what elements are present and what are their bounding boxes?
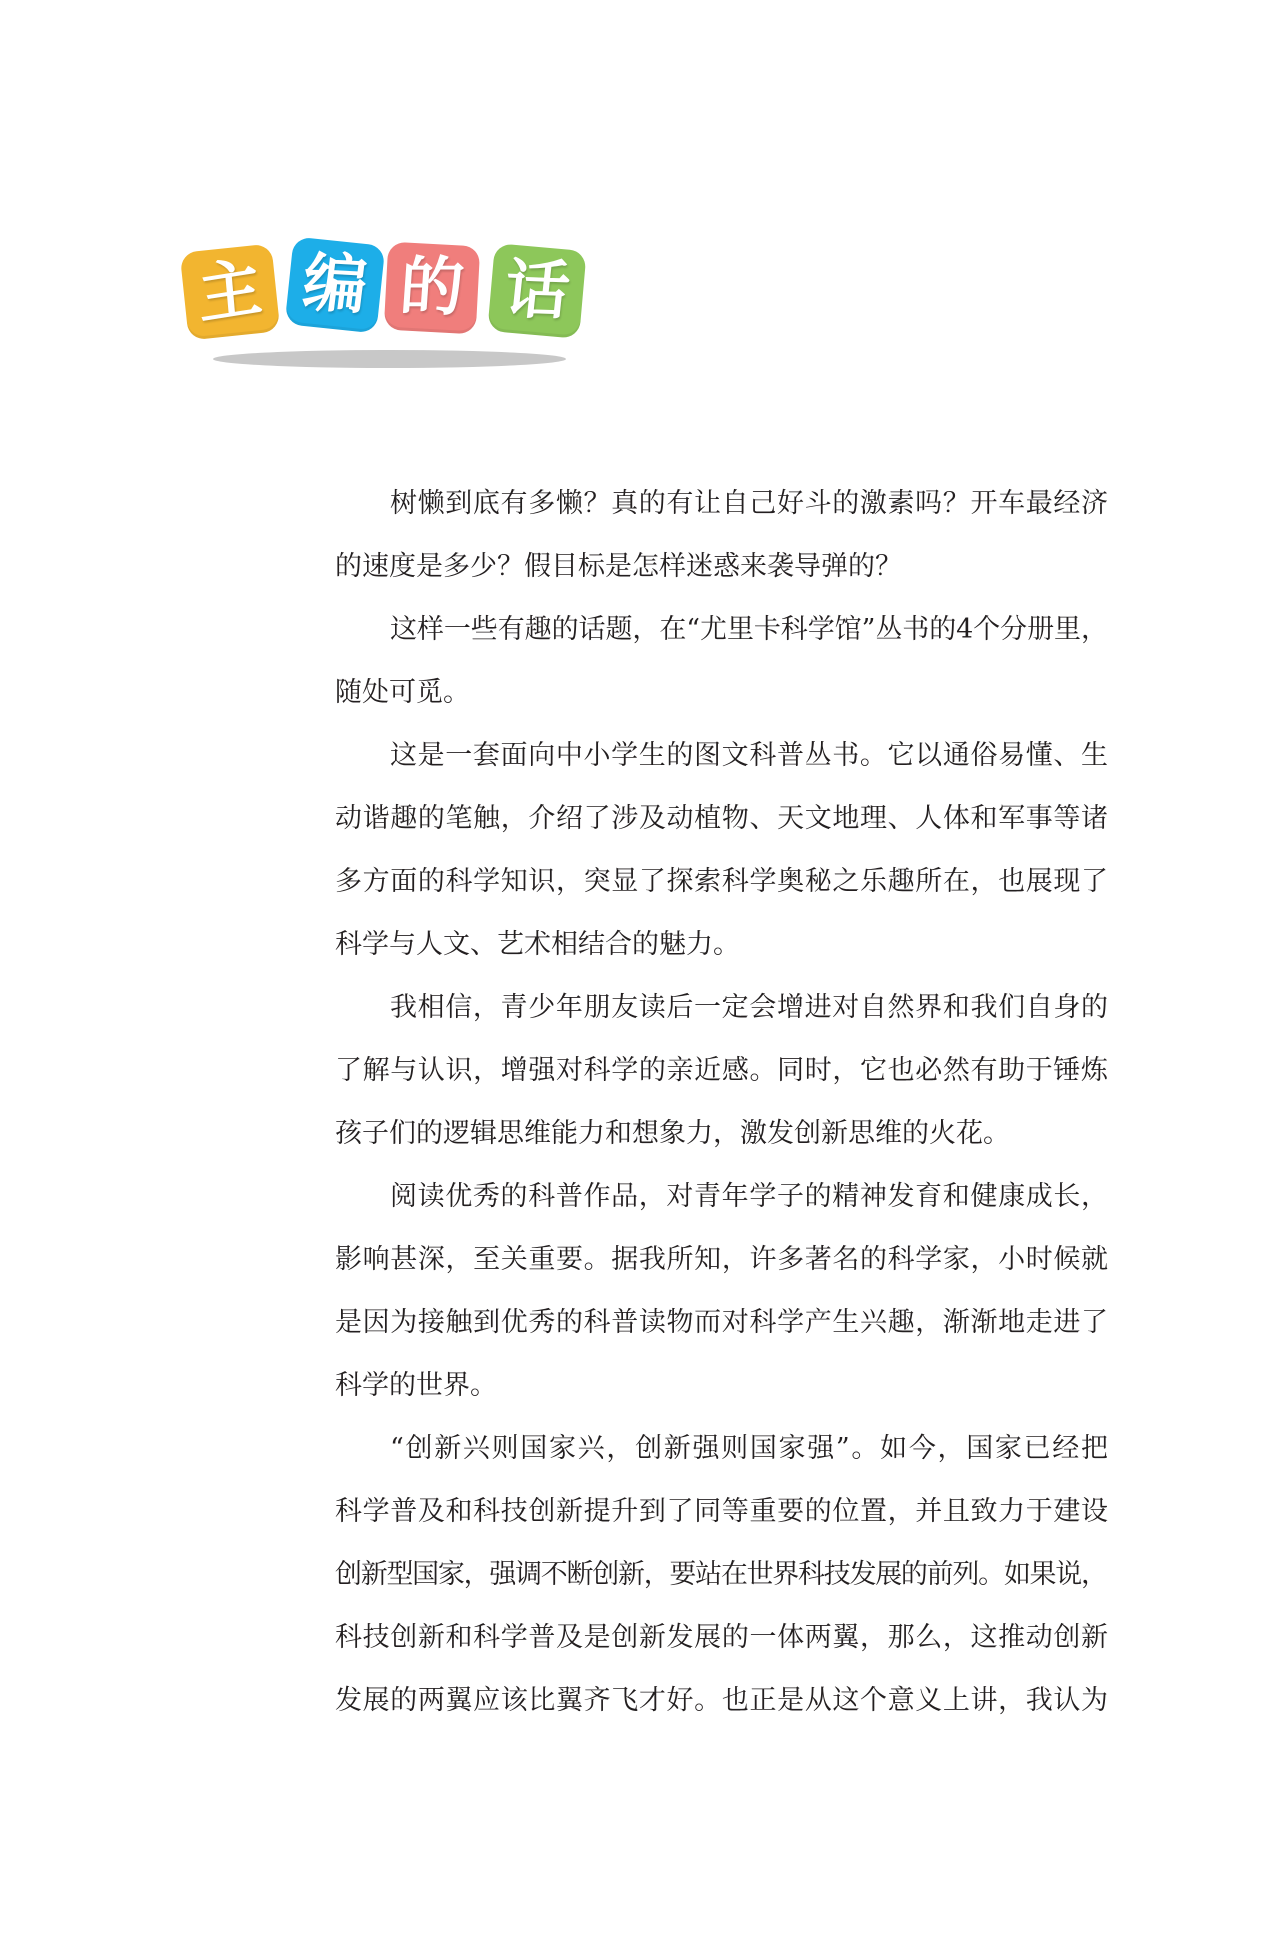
text-line-content: 是因为接触到优秀的科普读物而对科学产生兴趣，渐渐地走进了 (335, 1307, 1109, 1338)
text-line-content: 科学的世界。 (335, 1370, 497, 1401)
text-line-content: 这是一套面向中小学生的图文科普丛书。它以通俗易懂、生 (390, 740, 1109, 771)
text-line-content: 随处可觅。 (335, 677, 470, 708)
text-line-content: 孩子们的逻辑思维能力和想象力，激发创新思维的火花。 (335, 1118, 1010, 1149)
text-line (335, 598, 1108, 661)
text-line (335, 976, 1108, 1039)
text-line-content: 多方面的科学知识，突显了探索科学奥秘之乐趣所在，也展现了 (335, 866, 1109, 897)
text-line (335, 1228, 1108, 1291)
paragraph (335, 598, 1108, 724)
paragraph (335, 1417, 1108, 1732)
text-line (335, 787, 1108, 850)
paragraph (335, 976, 1108, 1165)
text-line-content: 了解与认识，增强对科学的亲近感。同时，它也必然有助于锤炼 (335, 1055, 1109, 1086)
text-line (335, 1354, 1108, 1417)
text-line-content: 的速度是多少？假目标是怎样迷惑来袭导弹的？ (335, 551, 902, 582)
text-line-content: 科学与人文、艺术相结合的魅力。 (335, 929, 740, 960)
text-line-content: 动谐趣的笔触，介绍了涉及动植物、天文地理、人体和军事等诸 (335, 803, 1109, 834)
text-line (335, 1669, 1108, 1732)
text-line (335, 1165, 1108, 1228)
paragraph (335, 1165, 1108, 1417)
text-line (335, 913, 1108, 976)
text-line-content: 科技创新和科学普及是创新发展的一体两翼，那么，这推动创新 (335, 1622, 1109, 1653)
text-line (335, 850, 1108, 913)
text-line (335, 472, 1108, 535)
heading-tile-bian (285, 236, 386, 333)
text-line-content: 科学普及和科技创新提升到了同等重要的位置，并且致力于建设 (335, 1496, 1109, 1527)
heading-char: 话 (501, 252, 573, 330)
text-line (335, 1543, 1108, 1606)
heading-tile-de (384, 242, 480, 335)
text-line (335, 1480, 1108, 1543)
text-line (335, 1291, 1108, 1354)
page-heading (0, 0, 700, 400)
text-line (335, 535, 1108, 598)
text-line (335, 1102, 1108, 1165)
heading-shadow (213, 350, 566, 368)
paragraph (335, 724, 1108, 976)
text-line-content: 树懒到底有多懒？真的有让自己好斗的激素吗？开车最经济 (390, 488, 1109, 519)
text-line-content: 影响甚深，至关重要。据我所知，许多著名的科学家，小时候就 (335, 1244, 1109, 1275)
heading-tile-zhu (180, 243, 281, 340)
text-line (335, 661, 1108, 724)
text-line (335, 1039, 1108, 1102)
text-line (335, 724, 1108, 787)
text-line (335, 1606, 1108, 1669)
text-line-content: 阅读优秀的科普作品，对青年学子的精神发育和健康成长， (390, 1181, 1109, 1212)
text-line-content: “创新兴则国家兴，创新强则国家强”。如今，国家已经把 (390, 1433, 1110, 1464)
text-line-content: 我相信，青少年朋友读后一定会增进对自然界和我们自身的 (390, 992, 1109, 1023)
heading-tile-hua (487, 243, 586, 339)
text-line (335, 1417, 1108, 1480)
heading-char: 主 (195, 250, 265, 334)
paragraph (335, 472, 1108, 598)
text-line-content: 发展的两翼应该比翼齐飞才好。也正是从这个意义上讲，我认为 (335, 1685, 1109, 1716)
heading-char: 编 (298, 246, 372, 324)
text-line-content: 创新型国家，强调不断创新，要站在世界科技发展的前列。如果说， (335, 1559, 1107, 1590)
body-text (335, 472, 1108, 1732)
heading-char: 的 (397, 251, 467, 325)
text-line-content: 这样一些有趣的话题，在“尤里卡科学馆”丛书的4个分册里， (390, 614, 1108, 645)
